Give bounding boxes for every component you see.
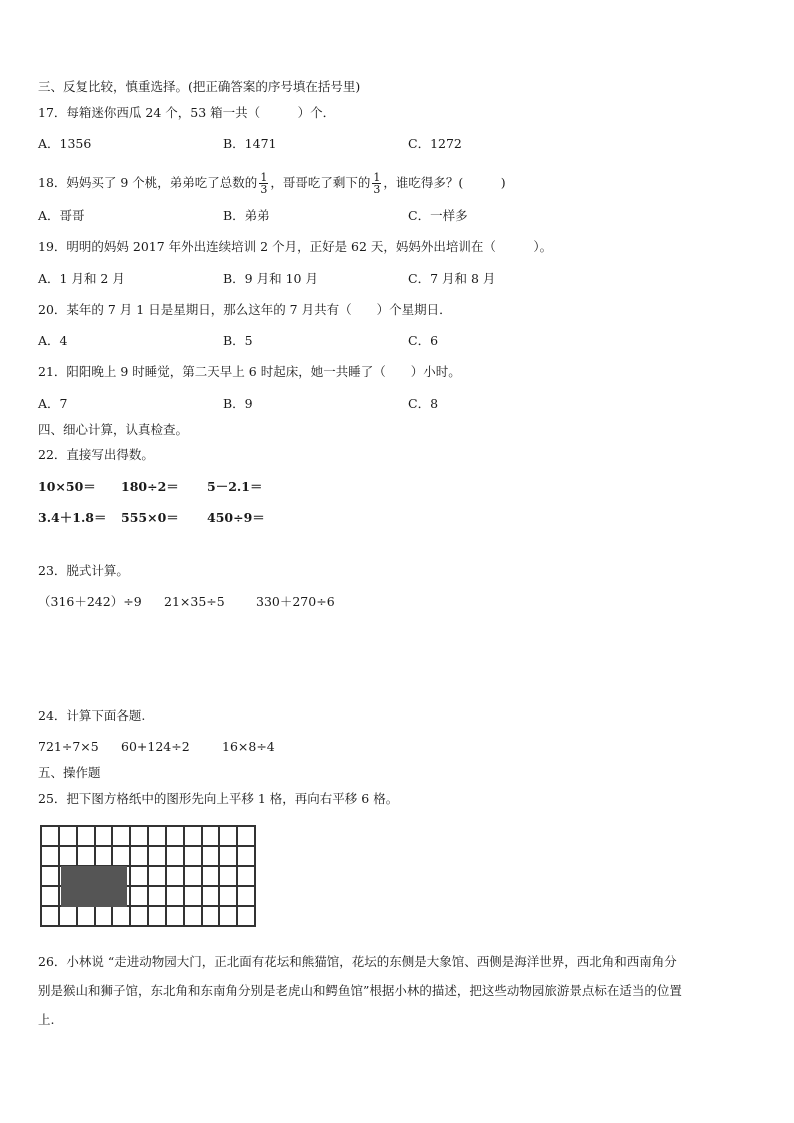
q19-option-b: B．9 月和 10 月 bbox=[223, 271, 318, 286]
grid-cell bbox=[130, 866, 148, 886]
section-3-heading: 三、反复比较，慎重选择。(把正确答案的序号填在括号里) bbox=[38, 79, 361, 94]
grid-cell bbox=[202, 826, 220, 846]
grid-cell bbox=[77, 826, 95, 846]
q22-item-5: 555×0＝ bbox=[121, 510, 179, 525]
grid-cell bbox=[219, 846, 237, 866]
q18-option-c: C．一样多 bbox=[408, 208, 468, 223]
q17-option-a: A．1356 bbox=[38, 136, 92, 151]
grid-cell bbox=[219, 866, 237, 886]
grid-cell bbox=[219, 906, 237, 926]
q17-option-c: C．1272 bbox=[408, 136, 462, 151]
q18-text-part2: ，哥哥吃了剩下的 bbox=[270, 175, 371, 190]
section-4-heading: 四、细心计算，认真检查。 bbox=[38, 422, 189, 437]
q19-option-a: A．1 月和 2 月 bbox=[38, 271, 125, 286]
grid-cell bbox=[219, 826, 237, 846]
question-17-stem: 17．每箱迷你西瓜 24 个，53 箱一共（ ）个． bbox=[38, 105, 336, 120]
q21-option-c: C．8 bbox=[408, 396, 439, 411]
grid-cell bbox=[166, 886, 184, 906]
grid-cell bbox=[202, 886, 220, 906]
grid-cell bbox=[237, 906, 255, 926]
grid-cell bbox=[184, 846, 202, 866]
question-26-line-2: 别是猴山和狮子馆，东北角和东南角分别是老虎山和鳄鱼馆”根据小林的描述，把这些动物园旅游景点标在适当的位置 bbox=[38, 983, 682, 998]
grid-cell bbox=[130, 906, 148, 926]
grid-cell bbox=[130, 826, 148, 846]
q18-text-part3: ，谁吃得多？( ) bbox=[383, 175, 506, 190]
grid-cell bbox=[166, 906, 184, 926]
q18-fraction-1 bbox=[259, 172, 268, 195]
grid-cell bbox=[184, 886, 202, 906]
q22-item-4: 3.4＋1.8＝ bbox=[38, 510, 107, 525]
grid-cell bbox=[59, 906, 77, 926]
q24-item-2: 60+124÷2 bbox=[121, 739, 190, 754]
grid-cell bbox=[41, 846, 59, 866]
grid-cell bbox=[112, 826, 130, 846]
q18-text-part1: 18．妈妈买了 9 个桃，弟弟吃了总数的 bbox=[38, 175, 258, 190]
grid-cell bbox=[184, 906, 202, 926]
q18-fraction-2-denominator: 3 bbox=[373, 183, 381, 196]
grid-cell bbox=[41, 826, 59, 846]
grid-cell bbox=[148, 866, 166, 886]
q21-option-a: A．7 bbox=[38, 396, 68, 411]
grid-cell bbox=[202, 846, 220, 866]
question-24-stem: 24．计算下面各题. bbox=[38, 708, 146, 723]
q20-option-a: A．4 bbox=[38, 333, 68, 348]
grid-cell bbox=[130, 886, 148, 906]
shaded-rectangle bbox=[61, 866, 127, 907]
grid-cell bbox=[130, 846, 148, 866]
question-26-line-1: 26．小林说 “走进动物园大门，正北面有花坛和熊猫馆，花坛的东侧是大象馆、西侧是海洋世界，西北角和西南角分 bbox=[38, 954, 677, 969]
question-21-stem: 21．阳阳晚上 9 时睡觉，第二天早上 6 时起床，她一共睡了（ ）小时。 bbox=[38, 364, 461, 379]
grid-cell bbox=[41, 866, 59, 886]
grid-cell bbox=[59, 826, 77, 846]
q24-item-3: 16×8÷4 bbox=[222, 739, 275, 754]
grid-cell bbox=[59, 846, 77, 866]
q18-option-a: A．哥哥 bbox=[38, 208, 85, 223]
grid-cell bbox=[237, 886, 255, 906]
grid-cell bbox=[184, 826, 202, 846]
grid-cell bbox=[77, 906, 95, 926]
grid-cell bbox=[237, 866, 255, 886]
q18-option-b: B．弟弟 bbox=[223, 208, 270, 223]
grid-cell bbox=[77, 846, 95, 866]
question-25-stem: 25．把下图方格纸中的图形先向上平移 1 格，再向右平移 6 格。 bbox=[38, 791, 399, 806]
q22-item-6: 450÷9＝ bbox=[207, 510, 265, 525]
q17-option-b: B．1471 bbox=[223, 136, 277, 151]
q24-item-1: 721÷7×5 bbox=[38, 739, 99, 754]
grid-cell bbox=[148, 846, 166, 866]
grid-cell bbox=[41, 906, 59, 926]
grid-cell bbox=[184, 866, 202, 886]
grid-cell bbox=[41, 886, 59, 906]
q23-item-3: 330＋270÷6 bbox=[256, 594, 335, 609]
grid-cell bbox=[219, 886, 237, 906]
section-5-heading: 五、操作题 bbox=[38, 765, 101, 780]
question-22-stem: 22．直接写出得数。 bbox=[38, 447, 154, 462]
q20-option-b: B．5 bbox=[223, 333, 253, 348]
grid-cell bbox=[166, 846, 184, 866]
question-19-stem: 19．明明的妈妈 2017 年外出连续培训 2 个月，正好是 62 天，妈妈外出培训在（ ）。 bbox=[38, 239, 553, 254]
grid-cell bbox=[112, 906, 130, 926]
q18-fraction-2-numerator: 1 bbox=[373, 171, 381, 184]
q23-item-2: 21×35÷5 bbox=[164, 594, 225, 609]
q18-fraction-1-denominator: 3 bbox=[260, 183, 268, 196]
q23-item-1: （316＋242）÷9 bbox=[38, 594, 142, 609]
q21-option-b: B．9 bbox=[223, 396, 253, 411]
grid-cell bbox=[148, 886, 166, 906]
grid-cell bbox=[166, 866, 184, 886]
grid-cell bbox=[237, 826, 255, 846]
grid-cell bbox=[112, 846, 130, 866]
q18-fraction-2 bbox=[372, 172, 381, 195]
grid-cell bbox=[202, 906, 220, 926]
q19-option-c: C．7 月和 8 月 bbox=[408, 271, 496, 286]
q20-option-c: C．6 bbox=[408, 333, 439, 348]
grid-cell bbox=[237, 846, 255, 866]
grid-cell bbox=[95, 906, 113, 926]
grid-cell bbox=[95, 826, 113, 846]
q22-item-2: 180÷2＝ bbox=[121, 479, 179, 494]
q22-item-1: 10×50＝ bbox=[38, 479, 96, 494]
question-23-stem: 23．脱式计算。 bbox=[38, 563, 129, 578]
grid-cell bbox=[166, 826, 184, 846]
grid-cell bbox=[148, 906, 166, 926]
question-20-stem: 20．某年的 7 月 1 日是星期日，那么这年的 7 月共有（ ）个星期日． bbox=[38, 302, 452, 317]
question-18-stem bbox=[38, 172, 506, 195]
grid-cell bbox=[148, 826, 166, 846]
q22-item-3: 5－2.1＝ bbox=[207, 479, 263, 494]
grid-cell bbox=[95, 846, 113, 866]
q18-fraction-1-numerator: 1 bbox=[260, 171, 268, 184]
grid-cell bbox=[202, 866, 220, 886]
question-26-line-3: 上. bbox=[38, 1012, 55, 1027]
